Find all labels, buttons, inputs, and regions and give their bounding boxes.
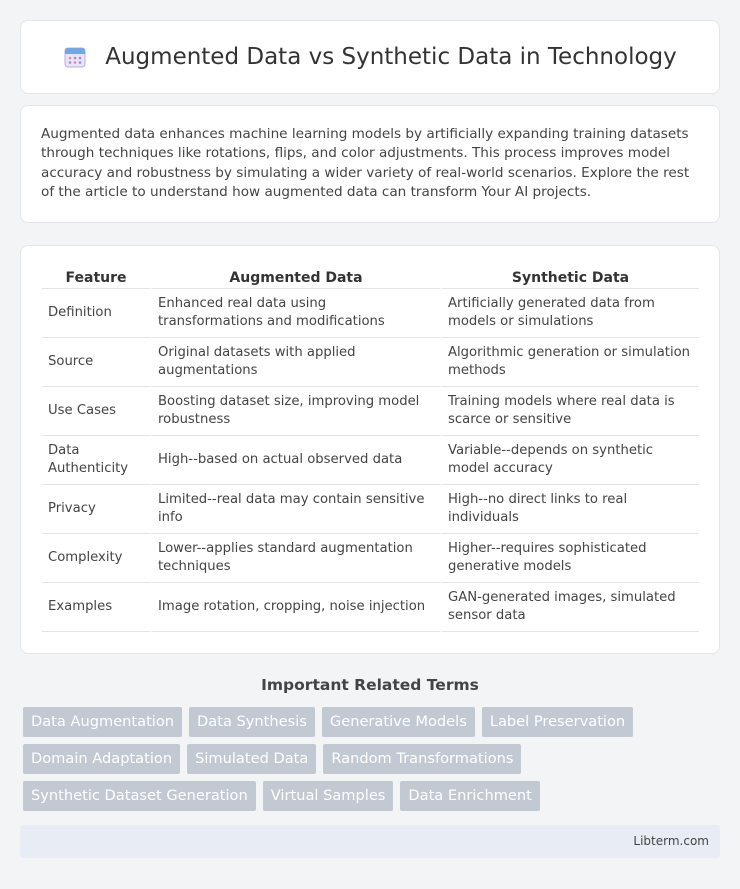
table-row (42, 583, 699, 632)
synthetic-cell: Variable--depends on synthetic model accuracy (440, 436, 699, 485)
feature-cell: Source (42, 338, 150, 387)
tag-data-enrichment[interactable]: Data Enrichment (400, 781, 539, 811)
synthetic-cell: Training models where real data is scarce or sensitive (440, 387, 699, 436)
augmented-cell: Image rotation, cropping, noise injection (150, 583, 440, 632)
synthetic-cell: Higher--requires sophisticated generative models (440, 534, 699, 583)
table-row (42, 338, 699, 387)
tag-row (23, 744, 723, 774)
title-card (20, 20, 720, 94)
comparison-table (42, 265, 699, 632)
tag-simulated-data[interactable]: Simulated Data (187, 744, 316, 774)
feature-cell: Definition (42, 289, 150, 338)
table-row (42, 436, 699, 485)
synthetic-cell: Artificially generated data from models or simulations (440, 289, 699, 338)
augmented-cell: Boosting dataset size, improving model robustness (150, 387, 440, 436)
augmented-cell: Enhanced real data using transformations and modifications (150, 289, 440, 338)
synthetic-cell: GAN-generated images, simulated sensor data (440, 583, 699, 632)
tag-domain-adaptation[interactable]: Domain Adaptation (23, 744, 180, 774)
table-row (42, 534, 699, 583)
footer (20, 825, 720, 858)
page-title: Augmented Data vs Synthetic Data in Technology (105, 44, 677, 70)
related-terms-list (23, 707, 723, 818)
header-feature: Feature (42, 265, 150, 289)
tag-label-preservation[interactable]: Label Preservation (482, 707, 633, 737)
tag-generative-models[interactable]: Generative Models (322, 707, 475, 737)
intro-paragraph: Augmented data enhances machine learning models by artificially expanding training datasets through techniques like rotations, flips, and color adjustments. This process improves model accuracy and robustness by simulating a wider variety of real-world scenarios. Explore the rest of the article to understand how augmented data can transform Your AI projects. (41, 126, 690, 201)
calendar-icon (63, 45, 87, 69)
feature-cell: Data Authenticity (42, 436, 150, 485)
tag-data-augmentation[interactable]: Data Augmentation (23, 707, 182, 737)
augmented-cell: Original datasets with applied augmentations (150, 338, 440, 387)
intro-card (20, 105, 720, 223)
tag-row (23, 707, 723, 737)
tag-row (23, 781, 723, 811)
tag-random-transformations[interactable]: Random Transformations (323, 744, 521, 774)
feature-cell: Examples (42, 583, 150, 632)
augmented-cell: High--based on actual observed data (150, 436, 440, 485)
footer-brand-link[interactable]: Libterm.com (633, 834, 709, 848)
comparison-table-card (20, 245, 720, 654)
table-row (42, 485, 699, 534)
tag-virtual-samples[interactable]: Virtual Samples (263, 781, 394, 811)
augmented-cell: Lower--applies standard augmentation techniques (150, 534, 440, 583)
synthetic-cell: Algorithmic generation or simulation methods (440, 338, 699, 387)
table-row (42, 289, 699, 338)
feature-cell: Use Cases (42, 387, 150, 436)
synthetic-cell: High--no direct links to real individuals (440, 485, 699, 534)
feature-cell: Privacy (42, 485, 150, 534)
table-row (42, 387, 699, 436)
table-header-row (42, 265, 699, 289)
header-synthetic: Synthetic Data (440, 265, 699, 289)
related-terms-title: Important Related Terms (261, 676, 479, 694)
tag-synthetic-dataset-generation[interactable]: Synthetic Dataset Generation (23, 781, 256, 811)
feature-cell: Complexity (42, 534, 150, 583)
tag-data-synthesis[interactable]: Data Synthesis (189, 707, 315, 737)
header-augmented: Augmented Data (150, 265, 440, 289)
augmented-cell: Limited--real data may contain sensitive info (150, 485, 440, 534)
